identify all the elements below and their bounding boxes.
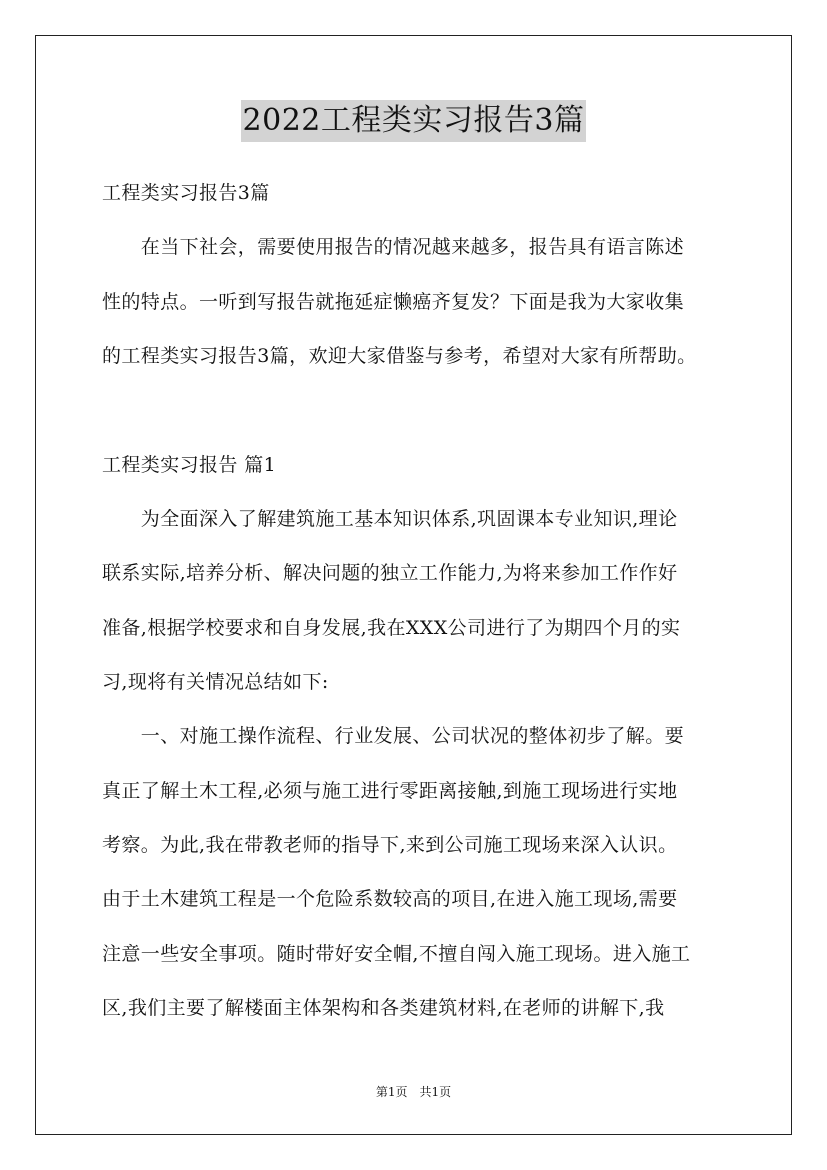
title-container bbox=[0, 100, 827, 142]
body-line: 一、对施工操作流程、行业发展、公司状况的整体初步了解。要 bbox=[102, 725, 685, 747]
body-line: 注意一些安全事项。随时带好安全帽,不擅自闯入施工现场。进入施工 bbox=[102, 943, 691, 965]
body-line: 为全面深入了解建筑施工基本知识体系,巩固课本专业知识,理论 bbox=[102, 508, 678, 530]
intro-line: 的工程类实习报告3篇，欢迎大家借鉴与参考，希望对大家有所帮助。 bbox=[102, 345, 697, 367]
body-line: 准备,根据学校要求和自身发展,我在XXX公司进行了为期四个月的实 bbox=[102, 617, 681, 639]
body-line: 考察。为此,我在带教老师的指导下,来到公司施工现场来深入认识。 bbox=[102, 834, 678, 856]
intro-line: 性的特点。一听到写报告就拖延症懒癌齐复发？下面是我为大家收集 bbox=[102, 291, 685, 313]
body-line: 真正了解土木工程,必须与施工进行零距离接触,到施工现场进行实地 bbox=[102, 780, 678, 802]
body-line: 区,我们主要了解楼面主体架构和各类建筑材料,在老师的讲解下,我 bbox=[102, 997, 665, 1019]
page-footer: 第1页 共1页 bbox=[375, 1085, 452, 1099]
body-line: 联系实际,培养分析、解决问题的独立工作能力,为将来参加工作作好 bbox=[102, 562, 678, 584]
intro-line: 在当下社会，需要使用报告的情况越来越多，报告具有语言陈述 bbox=[102, 236, 685, 258]
section-heading: 工程类实习报告 篇1 bbox=[102, 454, 277, 476]
document-subtitle: 工程类实习报告3篇 bbox=[102, 182, 270, 204]
document-title: 2022工程类实习报告3篇 bbox=[241, 100, 587, 142]
body-line: 习,现将有关情况总结如下: bbox=[102, 671, 329, 693]
body-line: 由于土木建筑工程是一个危险系数较高的项目,在进入施工现场,需要 bbox=[102, 888, 678, 910]
